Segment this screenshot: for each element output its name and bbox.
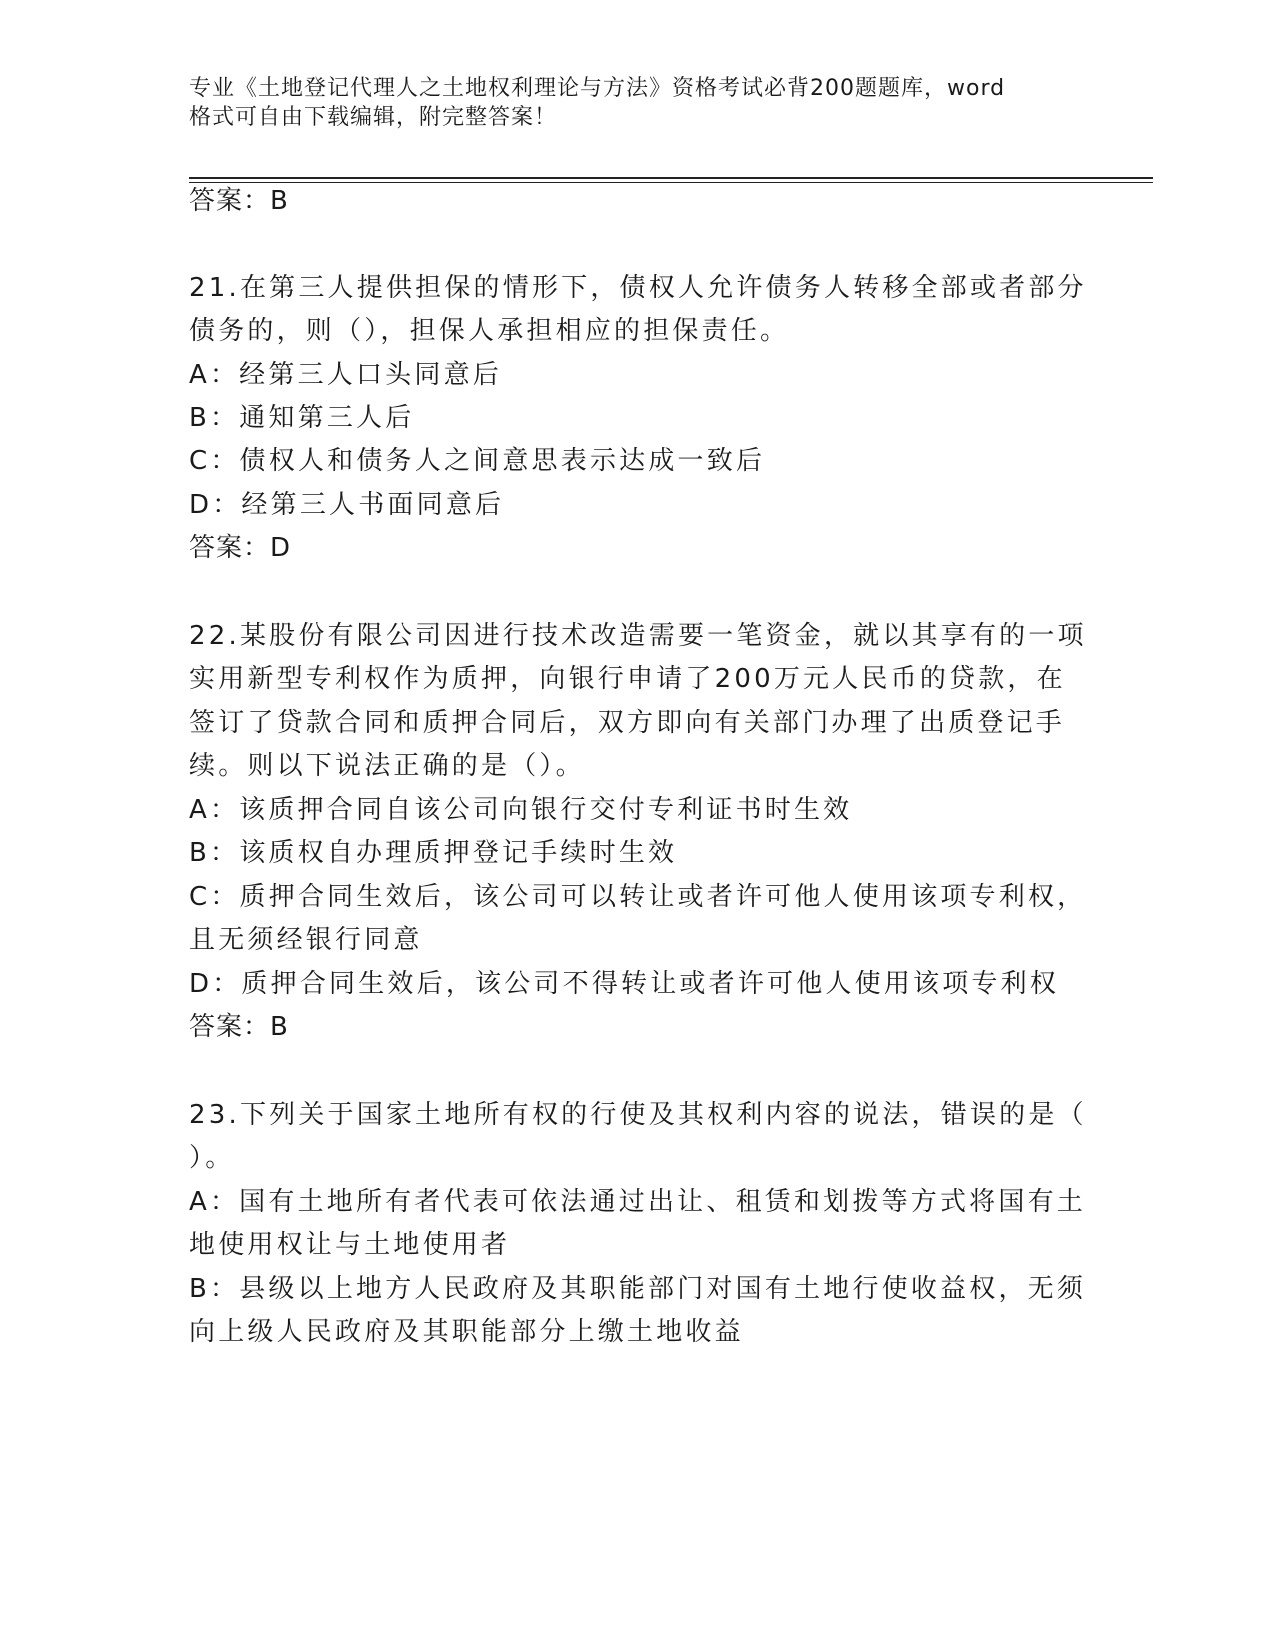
option-b: B：县级以上地方人民政府及其职能部门对国有土地行使收益权，无须 bbox=[189, 1274, 1087, 1304]
option-b-continued: 向上级人民政府及其职能部分上缴土地收益 bbox=[189, 1317, 744, 1347]
option-b: B：该质权自办理质押登记手续时生效 bbox=[189, 838, 678, 868]
question-stem-line: ）。 bbox=[189, 1143, 235, 1173]
option-a: A：该质押合同自该公司向银行交付专利证书时生效 bbox=[189, 795, 853, 825]
title-line-1: 专业《土地登记代理人之土地权利理论与方法》资格考试必背200题题库，word bbox=[189, 76, 1006, 101]
option-d: D：经第三人书面同意后 bbox=[189, 490, 505, 520]
answer: 答案：D bbox=[189, 533, 292, 563]
answer: 答案：B bbox=[189, 1012, 289, 1042]
header-divider-thin bbox=[189, 182, 1153, 183]
option-c: C：债权人和债务人之间意思表示达成一致后 bbox=[189, 446, 766, 476]
option-a-continued: 地使用权让与土地使用者 bbox=[189, 1230, 511, 1260]
question-stem-line: 续。则以下说法正确的是（）。 bbox=[189, 751, 585, 781]
question-stem-line: 实用新型专利权作为质押，向银行申请了200万元人民币的贷款，在 bbox=[189, 664, 1066, 694]
option-a: A：国有土地所有者代表可依法通过出让、租赁和划拨等方式将国有土 bbox=[189, 1187, 1086, 1217]
question-stem-line: 签订了贷款合同和质押合同后，双方即向有关部门办理了出质登记手 bbox=[189, 708, 1066, 738]
previous-answer: 答案：B bbox=[189, 186, 289, 216]
document-title bbox=[189, 74, 1069, 132]
header-divider-thick bbox=[189, 177, 1153, 179]
option-c-continued: 且无须经银行同意 bbox=[189, 925, 423, 955]
title-line-2: 格式可自由下载编辑，附完整答案！ bbox=[189, 105, 558, 130]
question-stem-line: 22.某股份有限公司因进行技术改造需要一笔资金，就以其享有的一项 bbox=[189, 621, 1087, 651]
question-stem-line: 23.下列关于国家土地所有权的行使及其权利内容的说法，错误的是（ bbox=[189, 1100, 1087, 1130]
option-c: C：质押合同生效后，该公司可以转让或者许可他人使用该项专利权， bbox=[189, 882, 1087, 912]
option-d: D：质押合同生效后，该公司不得转让或者许可他人使用该项专利权 bbox=[189, 969, 1060, 999]
option-b: B：通知第三人后 bbox=[189, 403, 415, 433]
question-stem-line: 21.在第三人提供担保的情形下，债权人允许债务人转移全部或者部分 bbox=[189, 273, 1087, 303]
option-a: A：经第三人口头同意后 bbox=[189, 360, 502, 390]
question-stem-line: 债务的，则（），担保人承担相应的担保责任。 bbox=[189, 316, 790, 346]
